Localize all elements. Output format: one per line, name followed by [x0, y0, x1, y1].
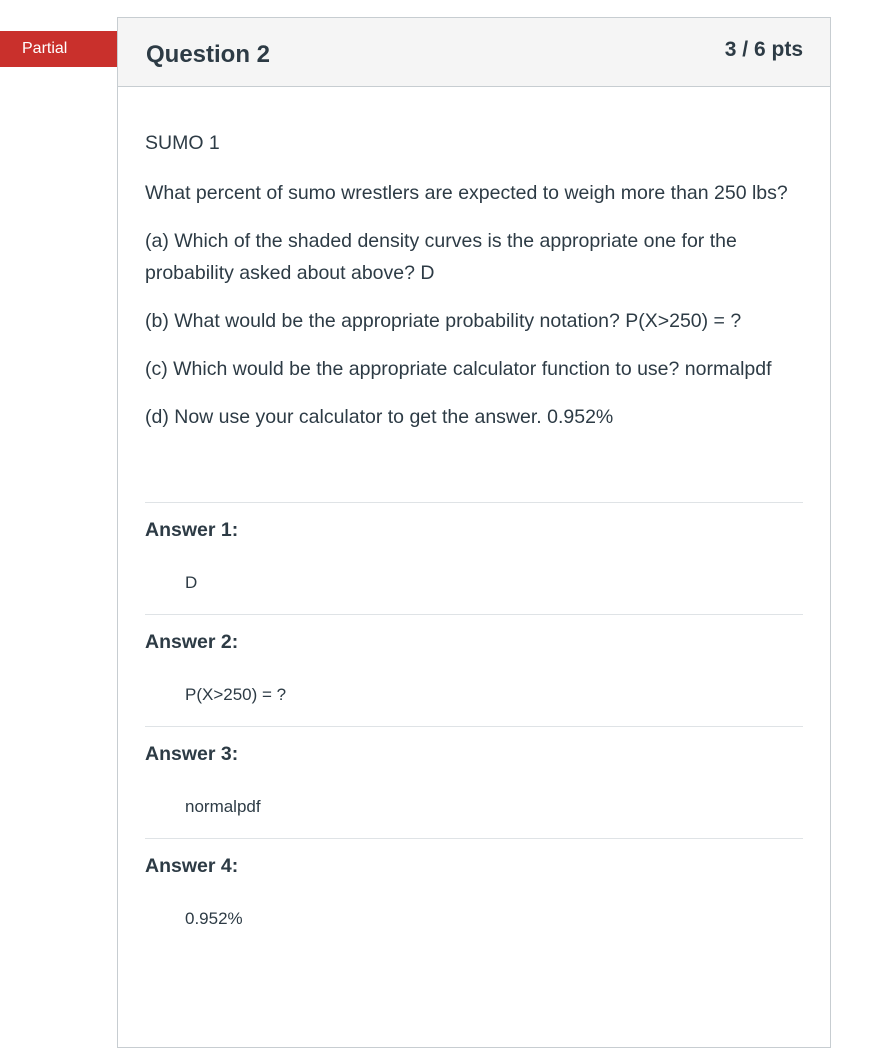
answer-label: Answer 4:: [145, 855, 239, 877]
answer-block-2: [145, 614, 803, 726]
partial-status-badge: [0, 31, 122, 67]
answer-value: D: [185, 573, 198, 592]
answer-block-4: [145, 838, 803, 950]
answers-list: [145, 502, 803, 950]
question-paragraph: What percent of sumo wrestlers are expected to weigh more than 250 lbs?: [145, 182, 788, 204]
answer-label: Answer 1:: [145, 519, 239, 541]
answer-label: Answer 3:: [145, 743, 239, 765]
question-body: [118, 87, 830, 950]
answer-value: normalpdf: [185, 797, 261, 816]
question-paragraph: (c) Which would be the appropriate calculator function to use? normalpdf: [145, 358, 772, 380]
answer-label: Answer 2:: [145, 631, 239, 653]
question-paragraph: SUMO 1: [145, 132, 220, 154]
answer-block-1: [145, 502, 803, 614]
question-text: [145, 127, 803, 433]
question-header: [118, 18, 830, 87]
question-paragraph: (a) Which of the shaded density curves is the appropriate one for the probability asked about above? D: [145, 230, 737, 284]
status-label: Partial: [22, 40, 68, 57]
answer-block-3: [145, 726, 803, 838]
question-title: Question 2: [146, 41, 271, 68]
answer-value: 0.952%: [185, 909, 243, 928]
question-paragraph: (d) Now use your calculator to get the answer. 0.952%: [145, 406, 614, 428]
question-card: [117, 17, 831, 1048]
question-paragraph: (b) What would be the appropriate probability notation? P(X>250) = ?: [145, 310, 742, 332]
answer-value: P(X>250) = ?: [185, 685, 287, 704]
question-points: 3 / 6 pts: [724, 38, 803, 61]
